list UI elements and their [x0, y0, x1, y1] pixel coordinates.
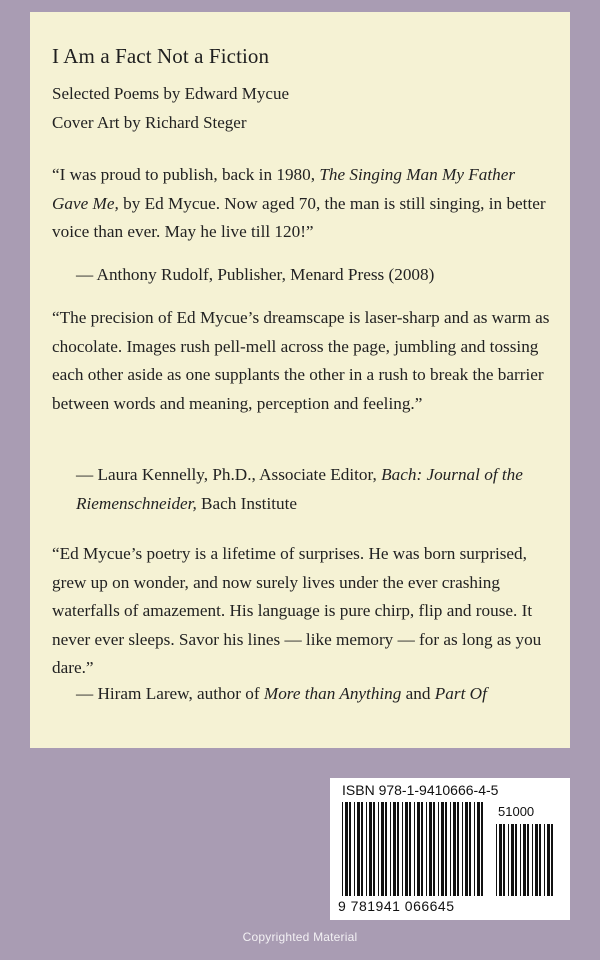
barcode-bar	[477, 802, 480, 896]
barcode-bar	[390, 802, 391, 896]
watermark-bottom: Copyrighted Material	[242, 930, 358, 944]
barcode-bar	[523, 824, 526, 896]
barcode-bar	[441, 802, 444, 896]
blurb-panel	[30, 12, 570, 748]
barcode-bar	[465, 802, 468, 896]
barcode-bar	[417, 802, 420, 896]
barcode-bar	[361, 802, 363, 896]
barcode-bar	[503, 824, 505, 896]
barcode-bar	[450, 802, 451, 896]
barcode-bar	[469, 802, 471, 896]
barcode-bar	[402, 802, 403, 896]
barcode-bar	[445, 802, 447, 896]
barcode-bar	[508, 824, 509, 896]
barcode-bar	[462, 802, 463, 896]
barcode-bar	[496, 824, 497, 896]
barcode-bar	[453, 802, 456, 896]
barcode-digits: 9 781941 066645	[338, 898, 455, 914]
barcode-bar	[421, 802, 423, 896]
book-title: I Am a Fact Not a Fiction	[52, 44, 270, 68]
blurb-quote-1: “I was proud to publish, back in 1980, The Singing Man My Father Gave Me, by Ed Mycue. Now aged 70, the man is still singing, in better voice than ever. May he live till 120!”	[52, 165, 546, 241]
barcode-bar	[426, 802, 427, 896]
barcode-bar	[366, 802, 367, 896]
barcode-bar	[414, 802, 415, 896]
book-subtitle: Selected Poems by Edward Mycue	[52, 84, 289, 103]
barcode-bar	[357, 802, 360, 896]
barcode-bar	[345, 802, 348, 896]
barcode-bar	[474, 802, 475, 896]
blurb-attribution-3: — Hiram Larew, author of More than Anything and Part Of	[76, 684, 487, 703]
isbn-label: ISBN 978-1-9410666-4-5	[342, 782, 499, 798]
barcode-bar	[532, 824, 533, 896]
barcode-bar	[551, 824, 553, 896]
price-code: 51000	[498, 804, 535, 819]
barcode-bar	[527, 824, 529, 896]
blurb-attribution-1: — Anthony Rudolf, Publisher, Menard Press (2008)	[76, 265, 435, 284]
barcode-bar	[369, 802, 372, 896]
barcode-bar	[342, 802, 343, 896]
blurb-quote-2: “The precision of Ed Mycue’s dreamscape is laser-sharp and as warm as chocolate. Images rush pell-mell across the page, jumbling and tossing each other aside as one supplants the other in a rush to break the barrier between words and meaning, perception and feeling.”	[52, 308, 550, 413]
barcode-bar	[354, 802, 355, 896]
barcode-bar	[373, 802, 375, 896]
barcode-bar	[405, 802, 408, 896]
blurb-quote-3: “Ed Mycue’s poetry is a lifetime of surprises. He was born surprised, grew up on wonder, and now surely lives under the ever crashing waterfalls of amazement. His language is pure chirp, flip and rouse. It never ever sleeps. Savor his lines — like memory — for as long as you dare.”	[52, 544, 542, 677]
barcode-bar	[393, 802, 396, 896]
barcode-bar	[433, 802, 435, 896]
barcode-bar	[535, 824, 538, 896]
barcode-bar	[481, 802, 483, 896]
barcode-bar	[457, 802, 459, 896]
barcode-bar	[385, 802, 387, 896]
barcode-bar	[438, 802, 439, 896]
barcode-bar	[544, 824, 545, 896]
cover-art-credit: Cover Art by Richard Steger	[52, 113, 247, 132]
barcode-bar	[349, 802, 351, 896]
barcode-bar	[499, 824, 502, 896]
barcode-bar	[515, 824, 517, 896]
blurb-attribution-2: — Laura Kennelly, Ph.D., Associate Editor, Bach: Journal of the Riemenschneider, Bach Institute	[76, 465, 523, 513]
barcode-bar	[520, 824, 521, 896]
barcode-bar	[397, 802, 399, 896]
barcode-bar	[539, 824, 541, 896]
barcode-bar	[409, 802, 411, 896]
barcode-bar	[547, 824, 550, 896]
barcode-bar	[378, 802, 379, 896]
barcode-bar	[381, 802, 384, 896]
isbn-barcode	[330, 778, 570, 920]
barcode-bar	[511, 824, 514, 896]
barcode-bar	[429, 802, 432, 896]
